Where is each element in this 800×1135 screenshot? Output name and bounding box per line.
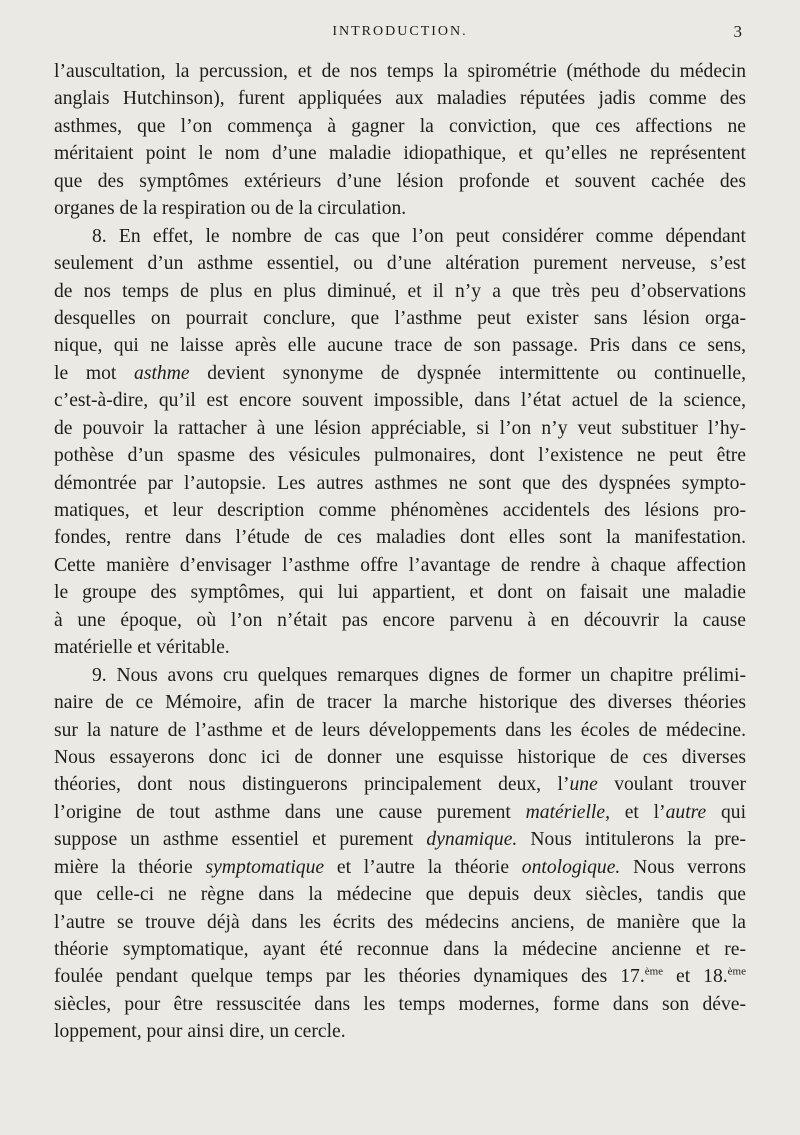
text-line <box>54 305 746 332</box>
text-line <box>54 250 746 277</box>
text-segment: méritaient point le nom d’une maladie idiopathique, et qu’elles ne représentent <box>54 143 746 165</box>
text-line <box>54 662 746 689</box>
text-segment: matérielle et véritable. <box>54 637 230 659</box>
text-line <box>54 689 746 716</box>
text-segment: pothèse d’un spasme des vésicules pulmonaires, dont l’existence ne peut être <box>54 445 746 467</box>
body-text <box>54 58 746 1046</box>
text-segment: matiques, et leur description comme phénomènes accidentels des lésions pro- <box>54 500 746 521</box>
text-line <box>54 744 746 771</box>
text-segment: suppose un asthme essentiel et purement <box>54 829 427 851</box>
text-segment: siècles, pour être ressuscitée dans les temps modernes, forme dans son déve- <box>54 993 746 1015</box>
superscript: ème <box>727 965 746 978</box>
text-line <box>54 524 746 551</box>
text-segment: que celle-ci ne règne dans la médecine que depuis deux siècles, tandis que <box>54 884 746 906</box>
text-line <box>54 854 746 881</box>
text-segment: théories, dont nous distinguerons principalement deux, l’ <box>54 774 570 796</box>
text-segment: fondes, rentre dans l’étude de ces maladies dont elles sont la manifestation. <box>54 527 746 549</box>
text-line <box>54 140 746 167</box>
text-segment: Cette manière d’envisager l’asthme offre l’avantage de rendre à chaque affection <box>54 554 746 576</box>
italic-term: asthme <box>134 362 190 384</box>
text-line <box>54 1018 746 1045</box>
italic-term: symptomatique <box>205 856 325 878</box>
text-line <box>54 415 746 442</box>
text-line <box>54 470 746 497</box>
text-segment: mière la théorie <box>54 856 206 878</box>
text-line <box>54 579 746 606</box>
text-line <box>54 278 746 305</box>
text-line <box>54 497 746 524</box>
text-line <box>54 799 746 826</box>
text-line <box>54 963 746 990</box>
text-segment: l’auscultation, la percussion, et de nos temps la spirométrie (méthode du médecin <box>54 61 746 82</box>
superscript: ème <box>644 965 664 978</box>
text-segment: c’est-à-dire, qu’il est encore souvent impossible, dans l’état actuel de la science, <box>54 390 746 412</box>
text-segment: à une époque, où l’on n’était pas encore parvenu à en découvrir la cause <box>54 609 746 631</box>
italic-term: une <box>569 774 598 796</box>
text-segment: de nos temps de plus en plus diminué, et il n’y a que très peu d’observations <box>54 280 746 302</box>
text-line <box>54 991 746 1018</box>
text-line <box>54 717 746 744</box>
italic-term: autre <box>665 801 707 823</box>
text-segment: 9. Nous avons cru quelques remarques dignes de former un chapitre prélimi- <box>92 664 746 686</box>
text-line <box>54 607 746 634</box>
running-head <box>0 22 800 46</box>
text-segment: que des symptômes extérieurs d’une lésion profonde et souvent cachée des <box>54 170 746 192</box>
text-segment: le groupe des symptômes, qui lui appartient, et dont on faisait une maladie <box>54 582 746 604</box>
text-line <box>54 85 746 112</box>
text-segment: devient synonyme de dyspnée intermittente ou continuelle, <box>189 362 746 384</box>
text-segment: 8. En effet, le nombre de cas que l’on peut considérer comme dépendant <box>92 225 746 247</box>
italic-term: ontologique. <box>521 856 621 878</box>
text-segment: asthmes, que l’on commença à gagner la conviction, que ces affections ne <box>54 115 746 137</box>
text-segment: desquelles on pourrait conclure, que l’asthme peut exister sans lésion orga- <box>54 307 746 329</box>
text-line <box>54 771 746 798</box>
text-segment: seulement d’un asthme essentiel, ou d’une altération purement nerveuse, s’est <box>54 253 746 275</box>
text-line <box>54 881 746 908</box>
text-segment: Nous essayerons donc ici de donner une esquisse historique de ces diverses <box>54 746 746 768</box>
text-line <box>54 909 746 936</box>
page-number: 3 <box>733 22 742 41</box>
text-segment: le mot <box>54 362 135 384</box>
text-segment: nique, qui ne laisse après elle aucune trace de son passage. Pris dans ce sens, <box>54 335 746 357</box>
text-line <box>54 195 746 222</box>
text-line <box>54 387 746 414</box>
text-line <box>54 826 746 853</box>
text-line <box>54 634 746 661</box>
text-line <box>54 552 746 579</box>
text-line <box>54 360 746 387</box>
text-segment: et l’autre la théorie <box>324 856 522 878</box>
text-segment: voulant trouver <box>597 774 746 796</box>
text-segment: qui <box>706 801 746 823</box>
text-segment: démontrée par l’autopsie. Les autres asthmes ne sont que des dyspnées sympto- <box>54 472 746 494</box>
text-line <box>54 223 746 250</box>
text-segment: Nous intitulerons la pre- <box>517 829 746 851</box>
italic-term: dynamique. <box>426 829 518 851</box>
running-title: INTRODUCTION. <box>332 24 468 39</box>
text-segment: foulée pendant quelque temps par les théories dynamiques des 17. <box>54 966 645 988</box>
italic-term: matérielle, <box>525 801 610 823</box>
text-line <box>54 936 746 963</box>
text-segment: sur la nature de l’asthme et de leurs développements dans les écoles de médecine. <box>54 719 746 741</box>
text-segment: et 18. <box>663 966 728 988</box>
text-segment: Nous verrons <box>620 856 746 878</box>
text-line <box>54 58 746 85</box>
text-segment: anglais Hutchinson), furent appliquées aux maladies réputées jadis comme des <box>54 88 746 110</box>
text-segment: naire de ce Mémoire, afin de tracer la marche historique des diverses théories <box>54 692 746 714</box>
text-segment: l’origine de tout asthme dans une cause purement <box>54 801 526 823</box>
text-segment: l’autre se trouve déjà dans les écrits des médecins anciens, de manière que la <box>54 911 746 933</box>
text-line <box>54 442 746 469</box>
text-segment: de pouvoir la rattacher à une lésion appréciable, si l’on n’y veut substituer l’hy- <box>54 417 746 439</box>
text-segment: théorie symptomatique, ayant été reconnue dans la médecine ancienne et re- <box>54 939 746 960</box>
text-segment: loppement, pour ainsi dire, un cercle. <box>54 1021 346 1043</box>
text-line <box>54 113 746 140</box>
text-segment: organes de la respiration ou de la circulation. <box>54 198 407 220</box>
text-line <box>54 332 746 359</box>
text-segment: et l’ <box>609 801 666 823</box>
text-line <box>54 168 746 195</box>
